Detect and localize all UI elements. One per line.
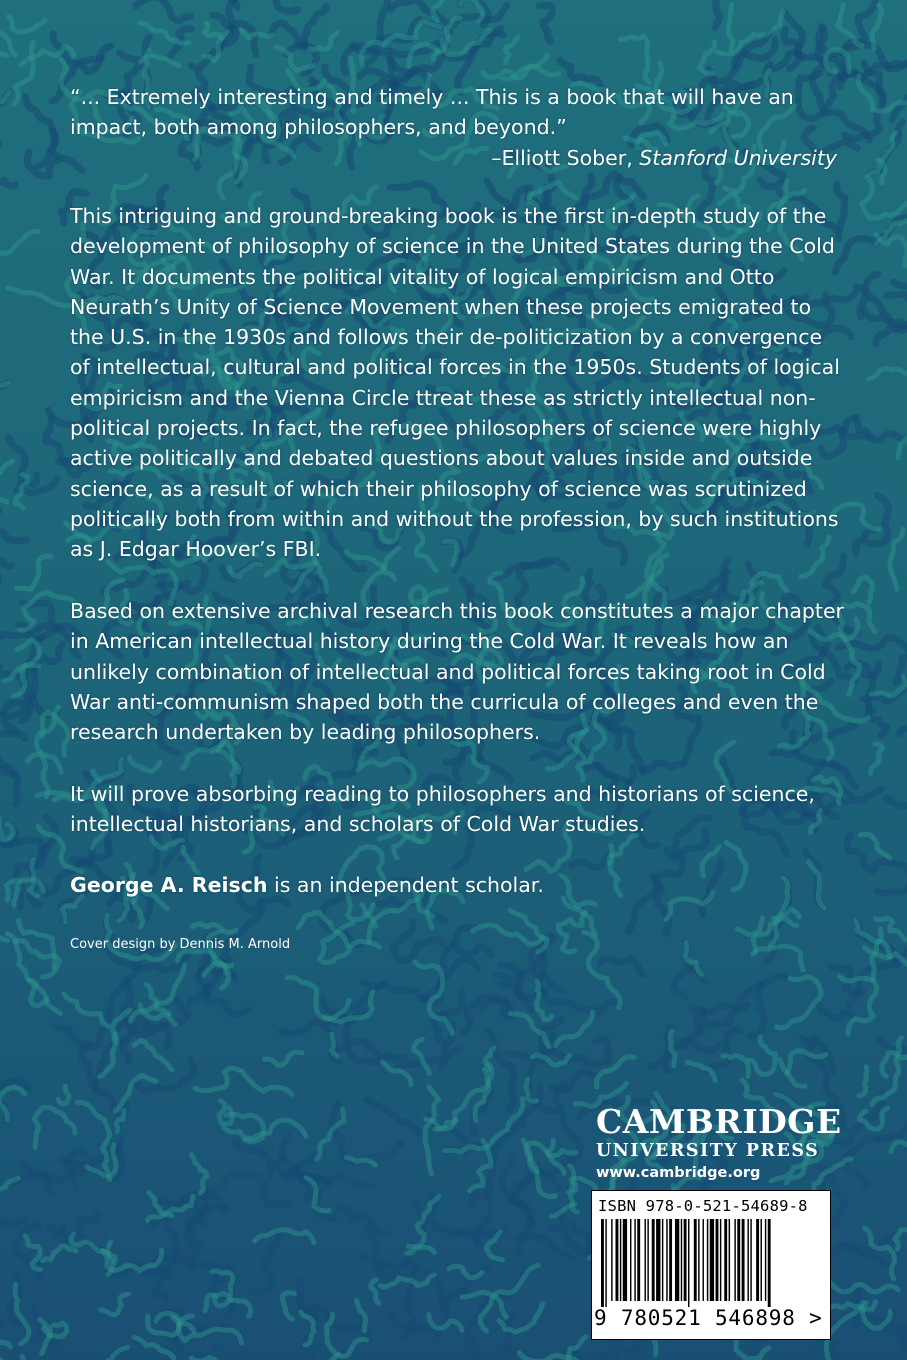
quote-attribution-name: –Elliott Sober,: [491, 145, 640, 170]
ean-digits: 9 780521 546898 >: [594, 1306, 823, 1330]
review-quote: [70, 82, 845, 173]
author-bio-text: is an independent scholar.: [267, 873, 544, 897]
description-paragraph: It will prove absorbing reading to philosophers and historians of science, intellectual historians, and scholars of Cold War studies.: [70, 782, 815, 837]
description-paragraph: Based on extensive archival research this book constitutes a major chapter in American intellectual history during the Cold War. It reveals how an unlikely combination of intellectual and political forces taking root in Cold War anti-communism shaped both the curricula of colleges and even the research undertaken by leading philosophers.: [70, 599, 844, 745]
description-paragraph: This intriguing and ground-breaking book is the first in-depth study of the development of philosophy of science in the United States during the Cold War. It documents the political vitality of logical empiricism and Otto Neurath’s Unity of Science Movement when these projects emigrated to the U.S. in the 1930s and follows their de-politicization by a convergence of intellectual, cultural and political forces in the 1950s. Students of logical empiricism and the Vienna Circle ttreat these as strictly intellectual non-political projects. In fact, the refugee philosophers of science were highly active politically and debated questions about values inside and outside science, as a result of which their philosophy of science was scrutinized politically both from within and without the profession, by such institutions as J. Edgar Hoover’s FBI.: [70, 204, 840, 562]
publisher-logo: [596, 1102, 842, 1184]
isbn-barcode: [591, 1190, 831, 1340]
publisher-name: CAMBRIDGE: [596, 1102, 842, 1141]
publisher-website: www.cambridge.org: [596, 1165, 761, 1181]
author-bio: [70, 870, 845, 900]
isbn-label: ISBN 978-0-521-54689-8: [598, 1197, 808, 1215]
publisher-subtitle: UNIVERSITY PRESS: [596, 1141, 820, 1161]
quote-text: “... Extremely interesting and timely ... This is a book that will have an impact, both among philosophers, and beyond.”: [70, 85, 794, 140]
author-name: George A. Reisch: [70, 873, 268, 897]
quote-attribution-affiliation: Stanford University: [639, 145, 837, 170]
quote-attribution: [70, 143, 845, 173]
cover-credit: Cover design by Dennis M. Arnold: [70, 937, 291, 952]
barcode-bars: [597, 1219, 825, 1307]
